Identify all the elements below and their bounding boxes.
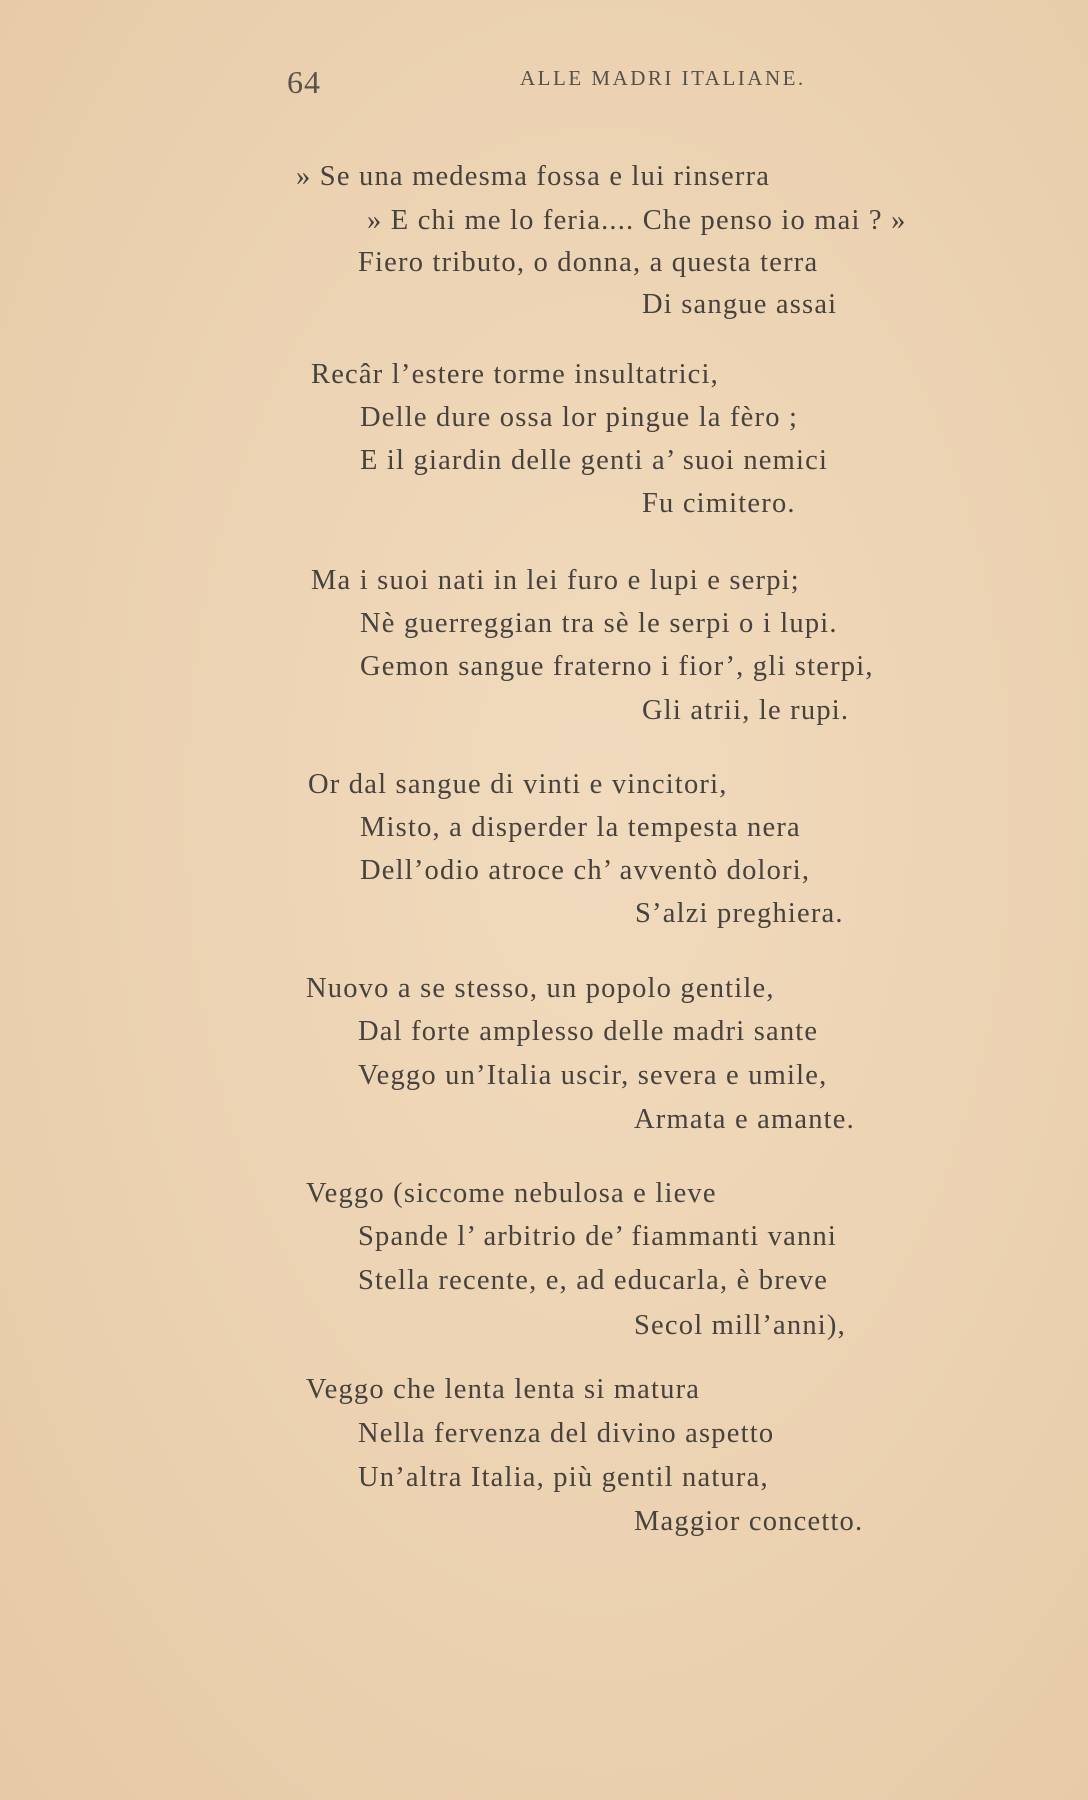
verse-line: Recâr l’estere torme insultatrici, — [311, 359, 719, 390]
page-header — [0, 60, 1088, 100]
verse-line: Veggo (siccome nebulosa e lieve — [306, 1178, 717, 1209]
verse-line: Delle dure ossa lor pingue la fèro ; — [360, 402, 799, 433]
verse-line: Fiero tributo, o donna, a questa terra — [358, 247, 819, 278]
page-number: 64 — [287, 64, 321, 100]
verse-line: Gemon sangue fraterno i fior’, gli sterpi, — [360, 651, 874, 682]
verse-line: Or dal sangue di vinti e vincitori, — [308, 769, 728, 800]
verse-line: S’alzi preghiera. — [635, 898, 844, 929]
verse-line: Spande l’ arbitrio de’ fiammanti vanni — [358, 1221, 838, 1252]
verse-line: Veggo un’Italia uscir, severa e umile, — [358, 1060, 828, 1091]
verse-line: Secol mill’anni), — [634, 1310, 846, 1341]
verse-line: Nè guerreggian tra sè le serpi o i lupi. — [360, 608, 838, 639]
verse-line: Nuovo a se stesso, un popolo gentile, — [306, 973, 775, 1004]
verse-line: Maggior concetto. — [634, 1506, 864, 1537]
verse-line: Di sangue assai — [642, 289, 838, 320]
verse-line: Dell’odio atroce ch’ avventò dolori, — [360, 855, 811, 886]
running-title: ALLE MADRI ITALIANE. — [520, 66, 806, 90]
verse-line: Nella fervenza del divino aspetto — [358, 1418, 775, 1449]
verse-line: » E chi me lo feria.... Che penso io mai ? » — [367, 205, 907, 236]
verse-line: Stella recente, e, ad educarla, è breve — [358, 1265, 829, 1296]
verse-line: Un’altra Italia, più gentil natura, — [358, 1462, 769, 1493]
verse-line: Fu cimitero. — [642, 488, 796, 519]
verse-line: » Se una medesma fossa e lui rinserra — [296, 161, 771, 192]
verse-line: E il giardin delle genti a’ suoi nemici — [360, 445, 829, 476]
verse-line: Armata e amante. — [634, 1104, 855, 1135]
verse-line: Misto, a disperder la tempesta nera — [360, 812, 801, 843]
verse-line: Gli atrii, le rupi. — [642, 695, 850, 726]
verse-line: Veggo che lenta lenta si matura — [306, 1374, 701, 1405]
verse-line: Ma i suoi nati in lei furo e lupi e serpi; — [311, 565, 800, 596]
verse-line: Dal forte amplesso delle madri sante — [358, 1016, 819, 1047]
